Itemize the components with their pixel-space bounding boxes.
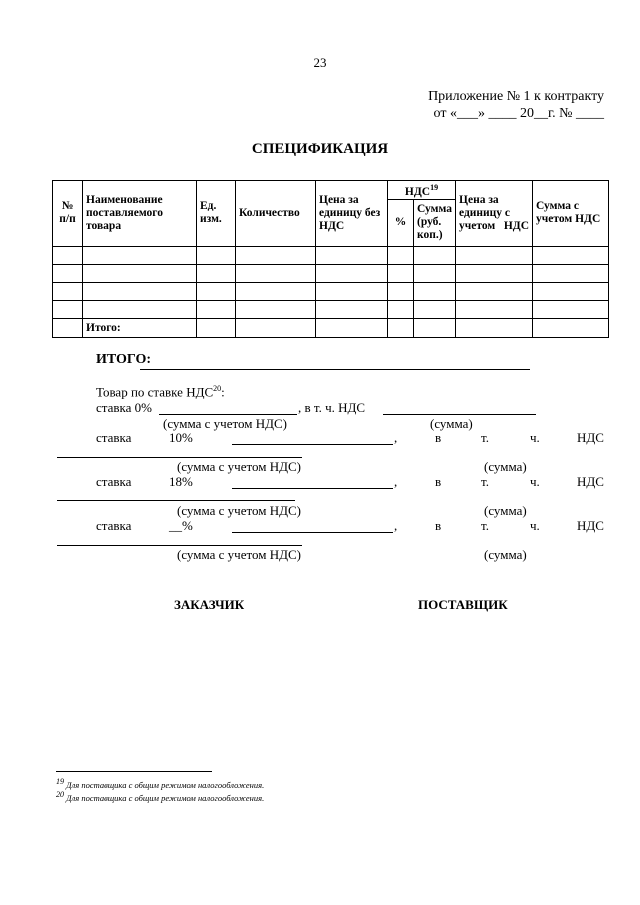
footnote-19-text: Для поставщика с общим режимом налогообложения. [66,779,265,790]
rate-blank-value: __% [169,518,193,533]
rate-0-label: ставка 0% [96,400,152,415]
header-price: Цена за единицу без НДС [316,181,388,247]
rate-blank-w-nds: НДС [577,518,604,533]
specification-table [52,180,609,338]
header-vat [388,181,456,200]
header-unit: Ед. изм. [197,181,236,247]
rate-0-caption-sum-with-vat: (сумма с учетом НДС) [163,416,287,431]
rate-10-w-t: т. [481,430,489,445]
table-row [53,300,609,318]
rate-10-value: 10% [169,430,193,445]
rate-10-caption-sum: (сумма) [484,459,527,474]
rate-10-vat-line [57,457,302,458]
rate-blank-vat-line [57,545,302,546]
rate-18-w-nds: НДС [577,474,604,489]
header-vat-sum: Сумма (руб. коп.) [414,199,456,246]
vat-intro-text: Товар по ставке НДС [96,384,214,400]
footnote-ref-20: 20 [213,384,222,393]
rate-10-caption-sum-with-vat: (сумма с учетом НДС) [177,459,301,474]
rate-18-caption-sum: (сумма) [484,503,527,518]
appendix-header [428,88,604,122]
document-title: СПЕЦИФИКАЦИЯ [251,141,389,157]
footnote-20-text: Для поставщика с общим режимом налогообложения. [66,792,265,803]
rate-10-w-ch: ч. [530,430,540,445]
header-sum-with-vat: Сумма с учетом НДС [533,181,609,247]
customer-signature-label: ЗАКАЗЧИК [174,597,245,612]
total-label: Итого: [83,318,197,337]
footnote-20-number: 20 [56,790,64,799]
rate-0-vat-line [383,414,536,415]
rate-10-sum-line [232,444,393,445]
rate-18-w-v: в [435,474,442,489]
header-qty: Количество [236,181,316,247]
rate-0-incl-vat: , в т. ч. НДС [298,400,366,415]
rate-blank-caption-sum: (сумма) [484,547,527,562]
rate-blank-w-v: в [435,518,442,533]
rate-10-word: ставка [96,430,132,445]
itogo-fill-line [140,369,530,370]
header-vat-percent: % [388,199,414,246]
rate-blank-sum-line [232,532,393,533]
rate-blank-w-ch: ч. [530,518,540,533]
itogo-label: ИТОГО: [96,352,152,367]
table-row [53,282,609,300]
header-vat-label: НДС [404,185,431,198]
rate-blank-word: ставка [96,518,132,533]
appendix-line-1: Приложение № 1 к контракту [428,89,604,104]
rate-18-sum-line [232,488,393,489]
rate-blank-w-t: т. [481,518,489,533]
header-name: Наименование поставляемого товара [83,181,197,247]
header-num: № п/п [53,181,83,247]
rate-18-comma: , [394,474,398,489]
page-number: 23 [313,55,327,70]
rate-blank-comma: , [394,518,398,533]
supplier-signature-label: ПОСТАВЩИК [418,597,508,612]
rate-10-w-nds: НДС [577,430,604,445]
rate-18-w-t: т. [481,474,489,489]
footnote-20 [56,790,264,803]
rate-18-vat-line [57,500,295,501]
footnote-ref-19: 19 [430,183,439,192]
header-price-with-vat: Цена за единицу с учетом НДС [456,181,533,247]
rate-0-caption-sum: (сумма) [430,416,473,431]
rate-blank-caption-sum-with-vat: (сумма с учетом НДС) [177,547,301,562]
vat-intro-colon: : [221,384,225,400]
rate-18-caption-sum-with-vat: (сумма с учетом НДС) [177,503,301,518]
footnote-divider [56,771,212,772]
rate-10-w-v: в [435,430,442,445]
appendix-line-2: от «___» ____ 20__г. № ____ [433,106,604,121]
rate-10-comma: , [394,430,398,445]
footnote-19 [56,777,264,790]
vat-intro [96,384,225,400]
table-row [53,246,609,264]
rate-18-value: 18% [169,474,193,489]
table-total-row [53,318,609,337]
rate-0-sum-line [159,414,297,415]
footnote-19-number: 19 [56,777,64,786]
table-row [53,264,609,282]
rate-18-word: ставка [96,474,132,489]
rate-18-w-ch: ч. [530,474,540,489]
